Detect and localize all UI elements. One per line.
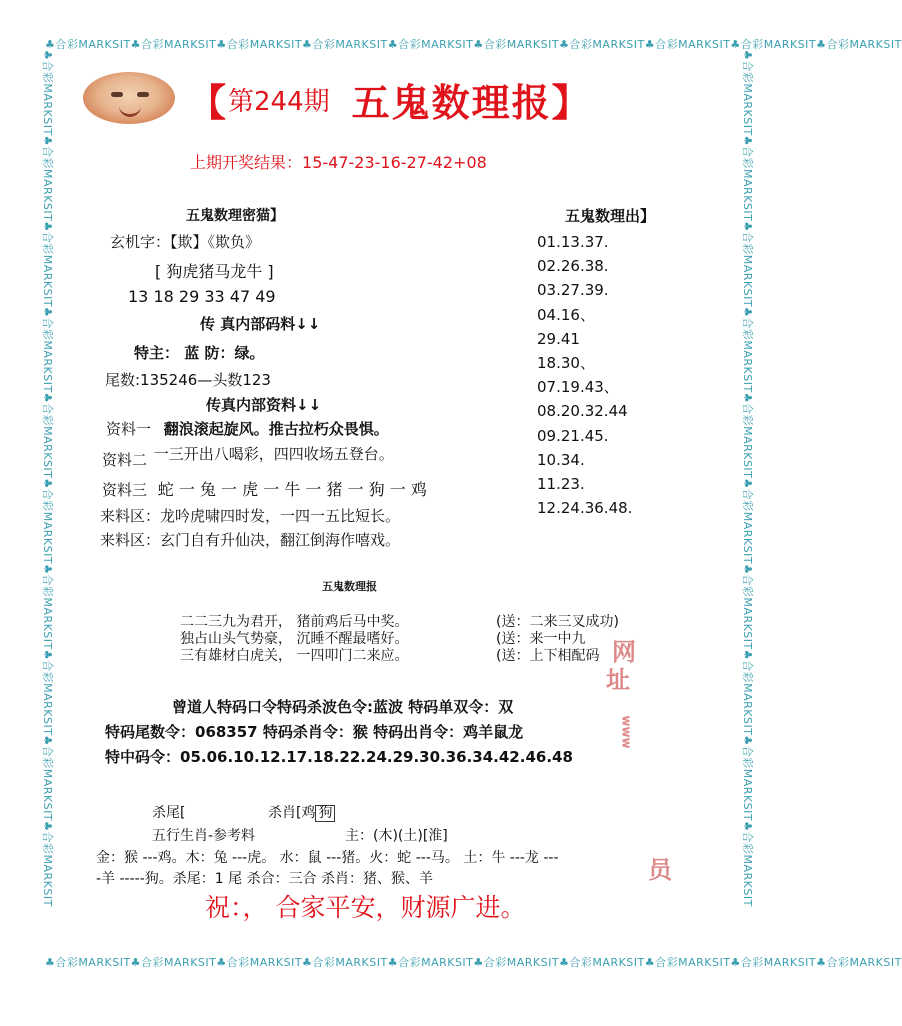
- right-item: 10.34.: [537, 450, 585, 469]
- right-item: 01.13.37.: [537, 233, 609, 251]
- right-item: 12.24.36.48.: [537, 499, 633, 518]
- stamp-char: www: [619, 715, 634, 749]
- bracket-open: 【: [188, 79, 227, 125]
- last-result-label: 上期开奖结果：: [190, 153, 303, 172]
- poem-gift: (送：二来三叉成功): [496, 614, 619, 630]
- ziliao-1-text: 翻浪滚起旋风。推古拉朽众畏惧。: [163, 420, 389, 438]
- ziliao-2-text: 一三开出八喝彩，四四收场五登台。: [153, 445, 394, 463]
- zodiac-list: [ 狗虎猪马龙牛 ]: [155, 262, 274, 281]
- decorative-border-top: ♣合彩MARKSIT♣合彩MARKSIT♣合彩MARKSIT♣合彩MARKSIT♣合彩MARKSIT♣合彩MARKSIT♣合彩MARKSIT♣合彩MARKSIT♣合彩MARKSIT♣合彩MARKSIT: [45, 38, 902, 51]
- right-item: 08.20.32.44: [537, 402, 628, 421]
- border-left-text: ♣合彩MARKSIT♣合彩MARKSIT♣合彩MARKSIT♣合彩MARKSIT♣合彩MARKSIT♣合彩MARKSIT♣合彩MARKSIT♣合彩MARKSIT♣合彩MARKSIT♣合彩MARKSIT: [41, 50, 54, 907]
- stamp-char: 址: [606, 666, 630, 694]
- fax-heading-1: 传 真内部码料↓↓: [200, 315, 321, 333]
- poem-row: [180, 645, 600, 665]
- kill-zodiac-text: 杀肖[鸡: [268, 805, 316, 821]
- masthead: [188, 74, 590, 124]
- kill-zodiac: [268, 802, 335, 822]
- page-title: 五鬼数理报: [351, 79, 552, 125]
- blessing: 祝：， 合家平安，财源广进。: [205, 893, 526, 922]
- author-avatar: [83, 72, 175, 124]
- special-line: 特主： 蓝 防：绿。: [134, 344, 265, 362]
- avatar-eye-right: [137, 92, 149, 97]
- poem-line: 二二三九为君开， 猪前鸡后马中奖。: [180, 614, 409, 630]
- right-item: 29.41: [537, 329, 580, 348]
- border-right-text: ♣合彩MARKSIT♣合彩MARKSIT♣合彩MARKSIT♣合彩MARKSIT♣合彩MARKSIT♣合彩MARKSIT♣合彩MARKSIT♣合彩MARKSIT♣合彩MARKSIT♣合彩MARKSIT: [741, 50, 754, 907]
- ziliao-1: [106, 418, 389, 439]
- right-item: 07.19.43、: [537, 378, 619, 397]
- issue-number: 第244期: [228, 86, 330, 117]
- right-item: 02.26.38.: [537, 257, 609, 276]
- elements-line-2: -羊 -----狗。杀尾：1 尾 杀合：三合 杀肖：猪、猴、羊: [96, 871, 434, 887]
- right-item: 11.23.: [537, 475, 585, 494]
- last-draw-result: [190, 150, 487, 173]
- ziliao-3: [102, 477, 427, 500]
- ziliao-3-text: 蛇 一 兔 一 虎 一 牛 一 猪 一 狗 一 鸡: [157, 480, 427, 499]
- left-heading: 五鬼数理密猫】: [186, 208, 284, 224]
- stamp-char: 网: [612, 638, 636, 666]
- last-result-value: 15-47-23-16-27-42+08: [302, 153, 487, 172]
- xuanji-line: 玄机字：【欺】《欺负》: [110, 233, 261, 251]
- avatar-eye-left: [111, 92, 123, 97]
- code-line-3: 特中码令：05.06.10.12.17.18.22.24.29.30.36.34.42.46.48: [105, 748, 573, 766]
- kill-zodiac-box: 狗: [315, 805, 335, 822]
- decorative-border-bottom: ♣合彩MARKSIT♣合彩MARKSIT♣合彩MARKSIT♣合彩MARKSIT♣合彩MARKSIT♣合彩MARKSIT♣合彩MARKSIT♣合彩MARKSIT♣合彩MARKSIT♣合彩MARKSIT: [45, 956, 902, 969]
- poem-line: 三有雄材白虎关， 一四叩门二来应。: [180, 648, 409, 664]
- decorative-border-left: [40, 50, 56, 955]
- poem-heading: 五鬼数理报: [322, 580, 377, 593]
- right-number-list: [537, 230, 632, 520]
- right-item: 09.21.45.: [537, 426, 609, 445]
- ziliao-2-label: 资料二: [102, 451, 148, 469]
- ziliao-3-label: 资料三: [102, 481, 148, 499]
- poem-line: 独占山头气势豪， 沉睡不醒最嗜好。: [180, 631, 409, 647]
- code-line-1: 曾道人特码口令特码杀波色令:蓝波 特码单双令：双: [172, 698, 514, 716]
- bracket-close: 】: [551, 79, 590, 125]
- right-item: 18.30、: [537, 354, 595, 373]
- ziliao-2: [102, 445, 394, 470]
- wuxing-label: 五行生肖-参考料: [152, 828, 256, 844]
- fax-heading-2: 传真内部资料↓↓: [206, 396, 322, 414]
- tail-line: 尾数:135246—头数123: [105, 371, 271, 389]
- poem-gift: (送：来一中九: [496, 631, 586, 647]
- wuxing-main: 主：(木)(土)[淮]: [345, 828, 448, 844]
- elements-line-1: 金：猴 ---鸡。木：兔 ---虎。 水：鼠 ---猪。火：蛇 ---马。 土：牛 ---龙 ---: [96, 850, 559, 866]
- right-item: 04.16、: [537, 305, 595, 324]
- poem-gift: (送：上下相配码: [496, 648, 600, 664]
- code-line-2: 特码尾数令：068357 特码杀肖令：猴 特码出肖令：鸡羊鼠龙: [105, 723, 524, 741]
- number-list: 13 18 29 33 47 49: [128, 287, 276, 306]
- stamp-char: 员: [648, 856, 672, 884]
- decorative-border-right: [740, 50, 756, 955]
- right-heading: 五鬼数理出】: [565, 207, 656, 225]
- avatar-mouth: [119, 106, 141, 117]
- kill-tail: 杀尾[: [152, 805, 186, 821]
- right-item: 03.27.39.: [537, 281, 609, 300]
- ziliao-1-label: 资料一: [106, 420, 152, 438]
- laiiao-2: 来料区：玄门自有升仙决，翻江倒海作嘻戏。: [100, 531, 401, 549]
- laiiao-1: 来料区：龙吟虎啸四时发，一四一五比短长。: [100, 507, 401, 525]
